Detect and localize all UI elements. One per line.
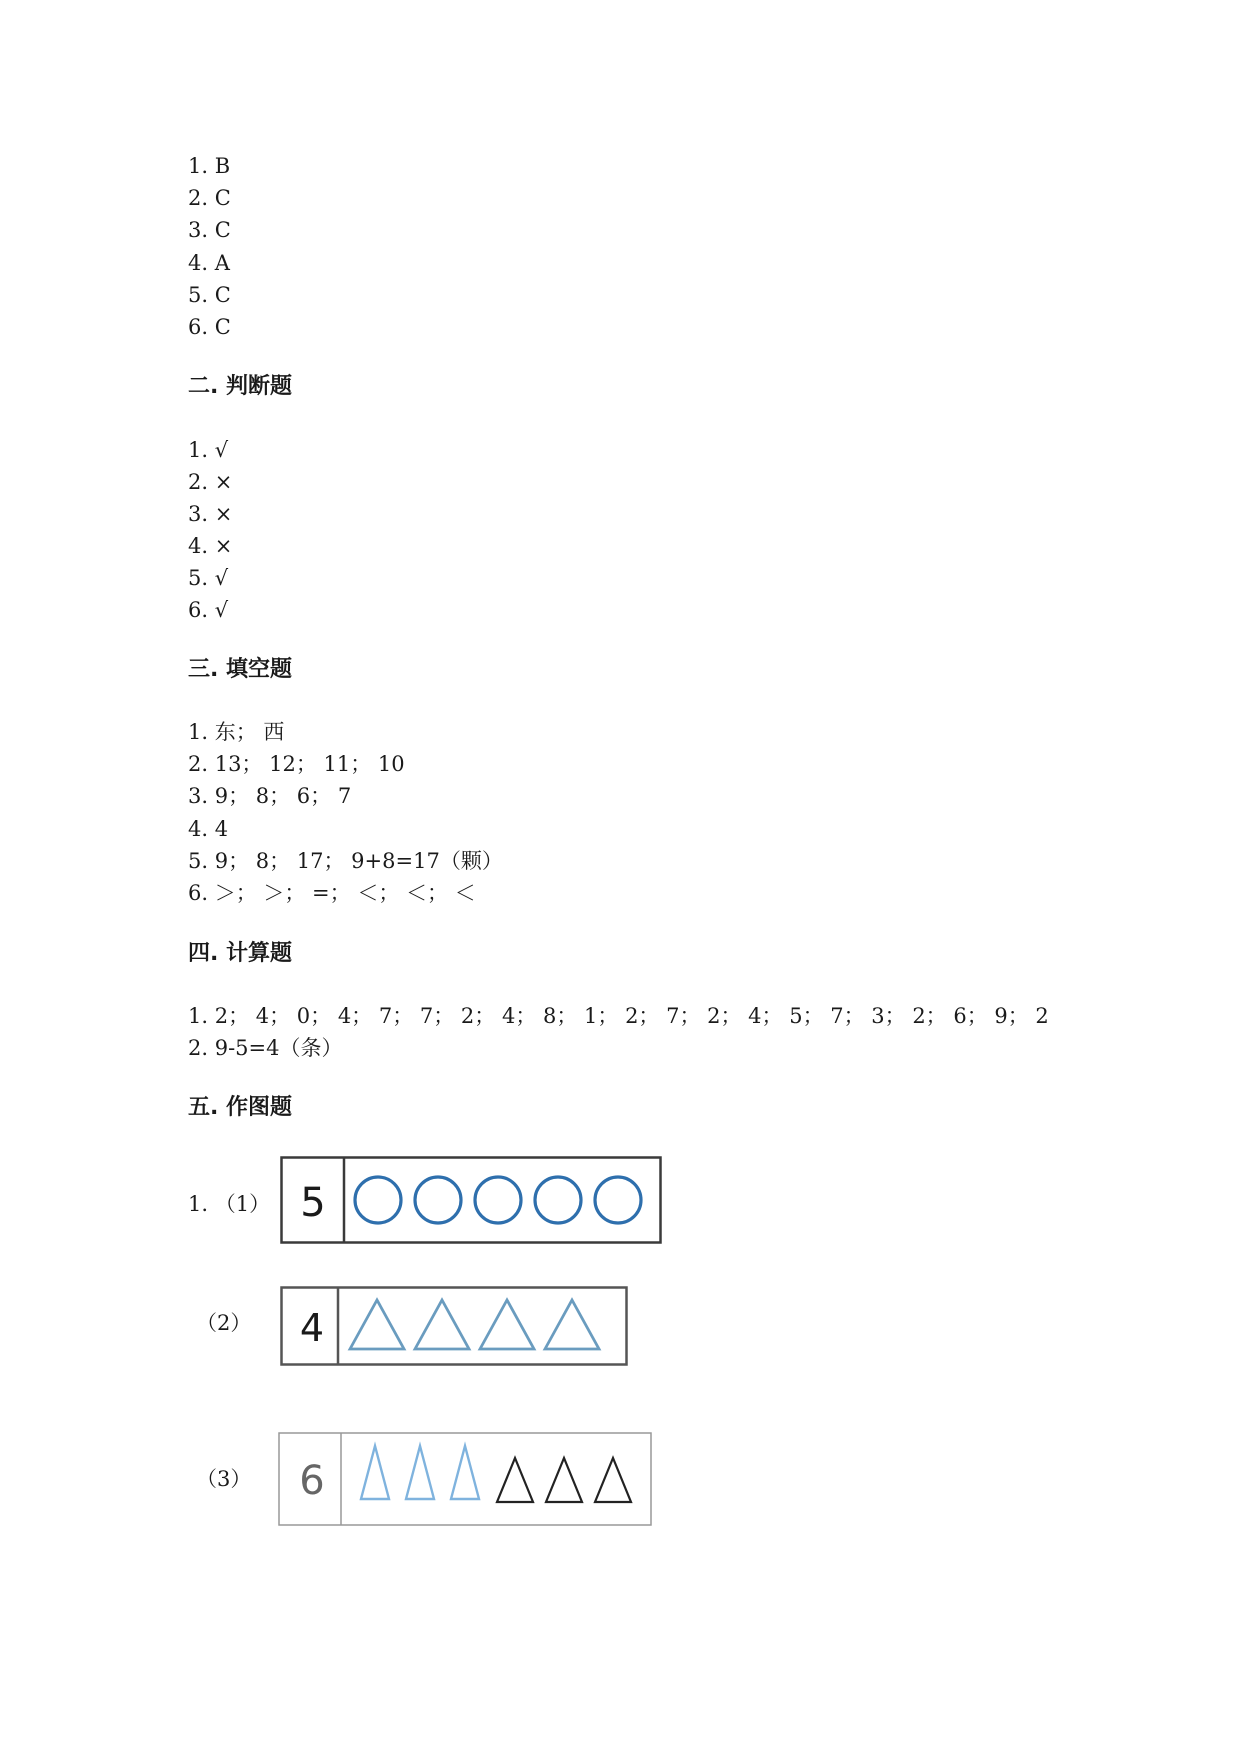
section-title: 二. 判断题 [188, 374, 293, 399]
answer-line: 3. C [188, 218, 231, 242]
section-title: 五. 作图题 [188, 1095, 293, 1120]
triangle-shape [350, 1300, 404, 1349]
figure-2-drawing [280, 1286, 628, 1366]
circle-shape [535, 1177, 581, 1223]
figure-label: （2） [196, 1311, 252, 1335]
triangle-group [361, 1446, 631, 1502]
triangle-group [350, 1300, 599, 1349]
circle-shape [415, 1177, 461, 1223]
blue-triangle-shape [406, 1446, 434, 1499]
blue-triangle-shape [451, 1446, 479, 1499]
answer-line: 4. 4 [188, 817, 229, 841]
answer-line: 6. C [188, 315, 231, 339]
figure-1-drawing [280, 1156, 662, 1244]
answer-line: 2. 13； 12； 11； 10 [188, 752, 405, 776]
answer-line: 2. C [188, 186, 231, 210]
answer-line: 1. 东； 西 [188, 720, 285, 744]
black-triangle-shape [497, 1458, 533, 1502]
answer-line: 2. 9-5=4（条） [188, 1036, 343, 1060]
answer-line: 3. × [188, 502, 233, 526]
answer-line: 5. C [188, 283, 231, 307]
answer-line: 4. A [188, 251, 230, 275]
figure-3-box [278, 1432, 652, 1526]
answer-line: 1. 2； 4； 0； 4； 7； 7； 2； 4； 8； 1； 2； 7； 2； 4； 5； 7； 3； 2； 6； 9； 2 [188, 1004, 1049, 1028]
box-outline [282, 1288, 627, 1365]
triangle-shape [545, 1300, 599, 1349]
circle-shape [355, 1177, 401, 1223]
triangle-shape [480, 1300, 534, 1349]
box-outline [282, 1158, 661, 1243]
answer-line: 1. √ [188, 438, 229, 462]
circle-group [355, 1177, 641, 1223]
figure-label: （3） [196, 1467, 252, 1491]
blue-triangle-shape [361, 1446, 389, 1499]
answer-line: 5. √ [188, 566, 229, 590]
answer-line: 5. 9； 8； 17； 9+8=17（颗） [188, 849, 503, 873]
figure-2-box [280, 1286, 628, 1366]
figure-number: 6 [299, 1458, 325, 1504]
figure-3-drawing [278, 1432, 652, 1526]
section-title: 三. 填空题 [188, 657, 293, 682]
circle-shape [475, 1177, 521, 1223]
triangle-shape [415, 1300, 469, 1349]
answer-line: 4. × [188, 534, 233, 558]
answer-line: 2. × [188, 470, 233, 494]
answer-line: 1. B [188, 154, 231, 178]
figure-number: 5 [300, 1180, 326, 1226]
figure-1-box [280, 1156, 662, 1244]
black-triangle-shape [595, 1458, 631, 1502]
answer-line: 6. √ [188, 598, 229, 622]
figure-label: 1. （1） [188, 1192, 271, 1216]
section-title: 四. 计算题 [188, 941, 293, 966]
figure-number: 4 [299, 1306, 325, 1350]
circle-shape [595, 1177, 641, 1223]
black-triangle-shape [546, 1458, 582, 1502]
answer-line: 6. ＞； ＞； =； ＜； ＜； ＜ [188, 881, 476, 905]
answer-line: 3. 9； 8； 6； 7 [188, 784, 352, 808]
